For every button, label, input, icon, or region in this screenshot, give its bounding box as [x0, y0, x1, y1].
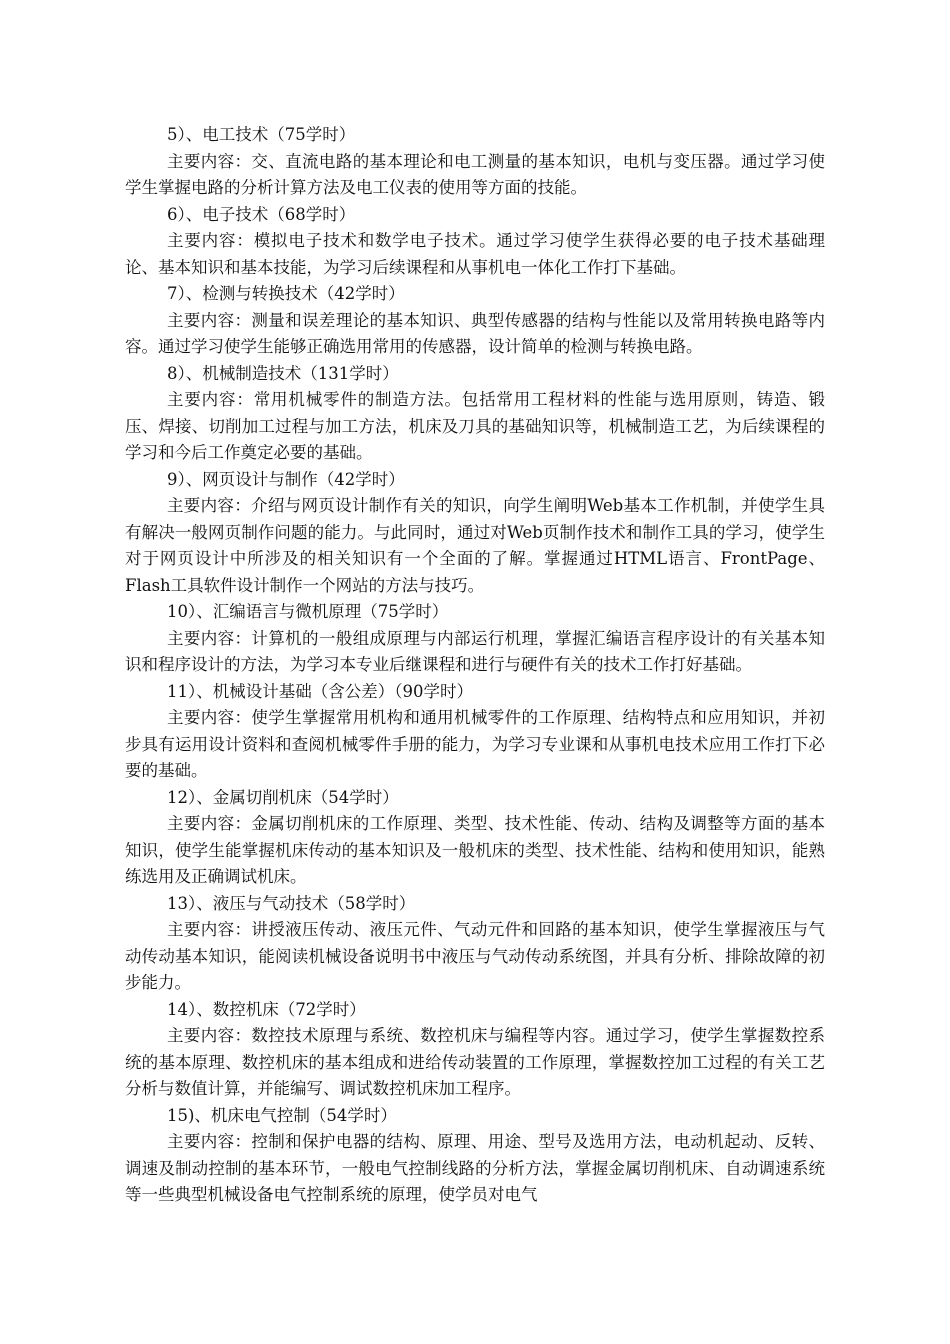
- course-section: [125, 202, 825, 282]
- course-heading: 8）、机械制造技术（131学时）: [167, 363, 399, 383]
- course-description: 主要内容：介绍与网页设计制作有关的知识，向学生阐明Web基本工作机制，并使学生具有解决一般网页制作问题的能力。与此同时，通过对Web页制作技术和制作工具的学习，使学生对于网页设计中所涉及的相关知识有一个全面的了解。掌握通过HTML语言、FrontPage、Flash工具软件设计制作一个网站的方法与技巧。: [125, 496, 825, 595]
- course-section: [125, 122, 825, 202]
- course-section: [125, 785, 825, 891]
- course-section: [125, 891, 825, 997]
- course-heading: 11）、机械设计基础（含公差）（90学时）: [167, 681, 473, 701]
- course-description: 主要内容：讲授液压传动、液压元件、气动元件和回路的基本知识，使学生掌握液压与气动传动基本知识，能阅读机械设备说明书中液压与气动传动系统图，并具有分析、排除故障的初步能力。: [125, 920, 825, 992]
- course-section: [125, 997, 825, 1103]
- course-description: 主要内容：常用机械零件的制造方法。包括常用工程材料的性能与选用原则，铸造、锻压、焊接、切削加工过程与加工方法，机床及刀具的基础知识等，机械制造工艺，为后续课程的学习和今后工作奠定必要的基础。: [125, 390, 825, 462]
- course-heading: 14）、数控机床（72学时）: [167, 999, 366, 1019]
- course-heading: 5）、电工技术（75学时）: [167, 125, 356, 144]
- course-heading: 12）、金属切削机床（54学时）: [167, 787, 399, 807]
- course-description: 主要内容：模拟电子技术和数学电子技术。通过学习使学生获得必要的电子技术基础理论、基本知识和基本技能，为学习后续课程和从事机电一体化工作打下基础。: [125, 231, 825, 277]
- course-heading: 10）、汇编语言与微机原理（75学时）: [167, 602, 449, 621]
- course-description: 主要内容：数控技术原理与系统、数控机床与编程等内容。通过学习，使学生掌握数控系统的基本原理、数控机床的基本组成和进给传动装置的工作原理，掌握数控加工过程的有关工艺分析与数值计算，并能编写、调试数控机床加工程序。: [125, 1026, 825, 1098]
- document-page: [125, 122, 825, 1209]
- course-description: 主要内容：控制和保护电器的结构、原理、用途、型号及选用方法，电动机起动、反转、调速及制动控制的基本环节，一般电气控制线路的分析方法，掌握金属切削机床、自动调速系统等一些典型机械设备电气控制系统的原理，使学员对电气: [125, 1132, 825, 1204]
- course-section: [125, 467, 825, 600]
- course-section: [125, 281, 825, 361]
- course-heading: 15)、机床电气控制（54学时）: [167, 1105, 397, 1125]
- course-section: [125, 679, 825, 785]
- course-description: 主要内容：使学生掌握常用机构和通用机械零件的工作原理、结构特点和应用知识，并初步具有运用设计资料和查阅机械零件手册的能力，为学习专业课和从事机电技术应用工作打下必要的基础。: [125, 708, 825, 780]
- course-description: 主要内容：金属切削机床的工作原理、类型、技术性能、传动、结构及调整等方面的基本知识，使学生能掌握机床传动的基本知识及一般机床的类型、技术性能、结构和使用知识，能熟练选用及正确调试机床。: [125, 814, 825, 886]
- course-description: 主要内容：测量和误差理论的基本知识、典型传感器的结构与性能以及常用转换电路等内容。通过学习使学生能够正确选用常用的传感器，设计简单的检测与转换电路。: [125, 310, 825, 356]
- course-heading: 6）、电子技术（68学时）: [167, 204, 356, 224]
- course-section: [125, 361, 825, 467]
- course-section: [125, 599, 825, 679]
- course-heading: 7）、检测与转换技术（42学时）: [167, 284, 405, 303]
- course-description: 主要内容：交、直流电路的基本理论和电工测量的基本知识，电机与变压器。通过学习使学生掌握电路的分析计算方法及电工仪表的使用等方面的技能。: [125, 151, 825, 197]
- course-description: 主要内容：计算机的一般组成原理与内部运行机理，掌握汇编语言程序设计的有关基本知识和程序设计的方法，为学习本专业后继课程和进行与硬件有关的技术工作打好基础。: [125, 628, 825, 674]
- course-section: [125, 1103, 825, 1209]
- course-heading: 13）、液压与气动技术（58学时）: [167, 893, 416, 913]
- course-heading: 9）、网页设计与制作（42学时）: [167, 469, 405, 489]
